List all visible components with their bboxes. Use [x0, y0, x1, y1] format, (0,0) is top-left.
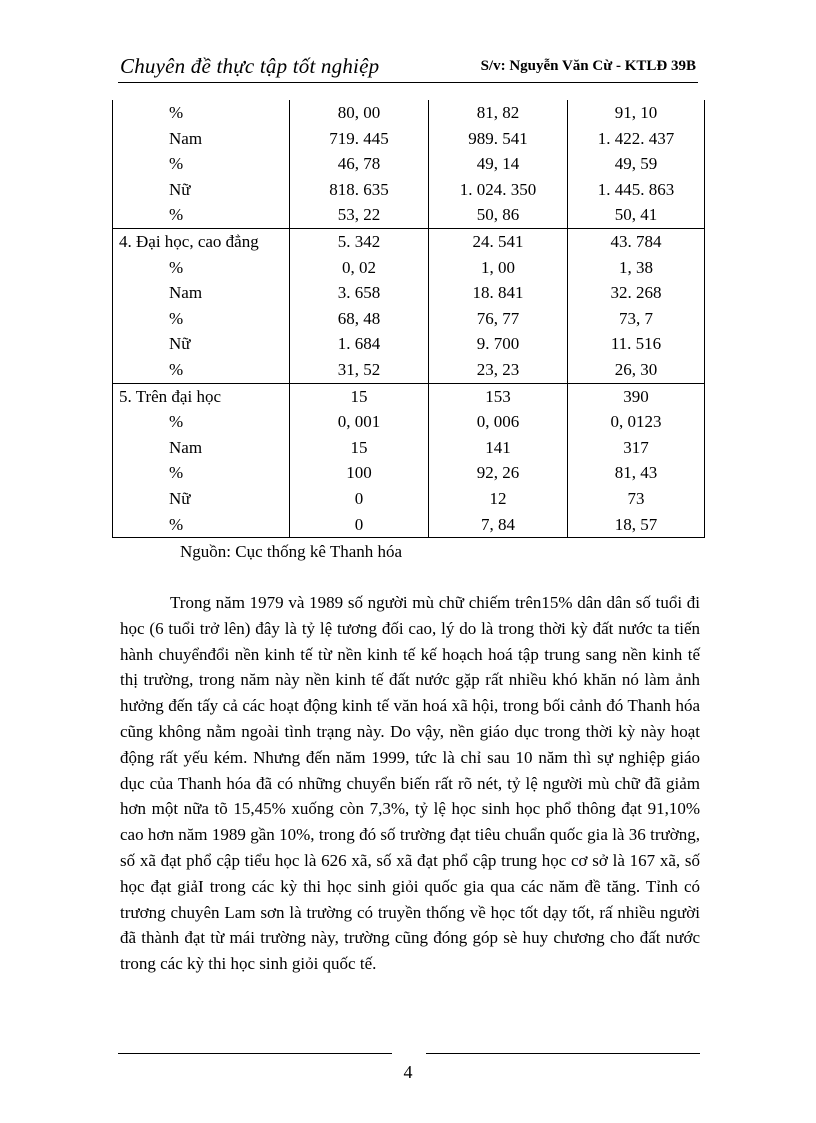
cell-value-1999: 43. 784 — [568, 228, 705, 254]
table-row — [113, 383, 705, 409]
cell-value-1999: 81, 43 — [568, 460, 705, 486]
source-note: Nguồn: Cục thống kê Thanh hóa — [180, 542, 403, 561]
cell-value-1989: 12 — [429, 486, 568, 512]
row-label: % — [113, 100, 290, 126]
cell-value-1989: 1, 00 — [429, 255, 568, 281]
table-row — [113, 255, 705, 281]
table-row — [113, 460, 705, 486]
cell-value-1999: 91, 10 — [568, 100, 705, 126]
cell-value-1979: 15 — [290, 383, 429, 409]
row-label: % — [113, 151, 290, 177]
cell-value-1989: 141 — [429, 435, 568, 461]
row-label: Nữ — [113, 486, 290, 512]
table-row — [113, 409, 705, 435]
row-label: % — [113, 255, 290, 281]
cell-value-1999: 50, 41 — [568, 202, 705, 228]
row-label: % — [113, 409, 290, 435]
cell-value-1999: 49, 59 — [568, 151, 705, 177]
cell-value-1979: 46, 78 — [290, 151, 429, 177]
cell-value-1989: 9. 700 — [429, 331, 568, 357]
cell-value-1979: 0, 001 — [290, 409, 429, 435]
table-row — [113, 126, 705, 152]
table-row — [113, 202, 705, 228]
body-text — [120, 590, 700, 977]
row-label: % — [113, 357, 290, 383]
table-row — [113, 177, 705, 203]
footer-rule-right — [426, 1053, 700, 1054]
cell-value-1999: 73, 7 — [568, 306, 705, 332]
table-row — [113, 435, 705, 461]
cell-value-1989: 23, 23 — [429, 357, 568, 383]
table-row — [113, 331, 705, 357]
cell-value-1979: 818. 635 — [290, 177, 429, 203]
row-label: Nam — [113, 280, 290, 306]
cell-value-1999: 1. 422. 437 — [568, 126, 705, 152]
statistics-table — [112, 100, 705, 538]
row-label: % — [113, 306, 290, 332]
cell-value-1999: 11. 516 — [568, 331, 705, 357]
table-row — [113, 512, 705, 538]
row-label: % — [113, 460, 290, 486]
cell-value-1999: 32. 268 — [568, 280, 705, 306]
cell-value-1989: 153 — [429, 383, 568, 409]
cell-value-1999: 73 — [568, 486, 705, 512]
table-row — [113, 100, 705, 126]
cell-value-1999: 0, 0123 — [568, 409, 705, 435]
statistics-table-body — [113, 100, 705, 538]
cell-value-1999: 317 — [568, 435, 705, 461]
cell-value-1989: 49, 14 — [429, 151, 568, 177]
cell-value-1979: 31, 52 — [290, 357, 429, 383]
cell-value-1979: 0 — [290, 512, 429, 538]
author-info: S/v: Nguyễn Văn Cừ - KTLĐ 39B — [480, 58, 696, 74]
table-row — [113, 280, 705, 306]
cell-value-1989: 7, 84 — [429, 512, 568, 538]
cell-value-1989: 18. 841 — [429, 280, 568, 306]
cell-value-1999: 1, 38 — [568, 255, 705, 281]
cell-value-1999: 26, 30 — [568, 357, 705, 383]
cell-value-1989: 50, 86 — [429, 202, 568, 228]
table-row — [113, 228, 705, 254]
table-row — [113, 306, 705, 332]
cell-value-1979: 80, 00 — [290, 100, 429, 126]
cell-value-1979: 3. 658 — [290, 280, 429, 306]
cell-value-1989: 92, 26 — [429, 460, 568, 486]
cell-value-1989: 24. 541 — [429, 228, 568, 254]
row-label: 5. Trên đại học — [113, 383, 290, 409]
cell-value-1979: 5. 342 — [290, 228, 429, 254]
body-paragraph: Trong năm 1979 và 1989 số người mù chữ chiếm trên15% dân dân số tuổi đi học (6 tuổi trở lên) đây là tỷ lệ tương đối cao, lý do là trong thời kỳ đất nước ta tiến hành chuyểnđổi nền kinh tế từ nền kinh tế kế hoạch hoá tập trung sang nền kinh tế thị trường, trong năm này nền kinh tế đất nước gặp rất nhiều khó khăn nó làm ảnh hưởng đến tấy cả các hoạt động kinh tế văn hoá xã hội, trong bối cảnh đó Thanh hóa cũng không nằm ngoài tình trạng này. Do vậy, nền giáo dục trong thời kỳ này hoạt động rất yếu kém. Nhưng đến năm 1999, tức là chỉ sau 10 năm thì sự nghiệp giáo dục của Thanh hóa đã có những chuyển biến rất rõ nét, tỷ lệ người mù chữ đã giảm hơn một nữa tõ 15,45% xuống còn 7,3%, tỷ lệ học sinh học phổ thông đạt 91,10% cao hơn năm 1989 gần 10%, trong đó số trường đạt tiêu chuẩn quốc gia là 36 trường, số xã đạt phổ cập tiểu học là 626 xã, số xã đạt phổ cập trung học cơ sở là 167 xã, số học đạt giảI trong các kỳ thi học sinh giỏi quốc gia qua các năm đề tăng. Tỉnh có trương chuyên Lam sơn là trường có truyền thống về học tốt dạy tốt, rấ nhiều người đã thành đạt từ mái trường này, trường cũng đóng góp sè huy chương cho đất nước trong các kỳ thi học sinh giỏi quốc tế. — [120, 593, 700, 974]
row-label: Nữ — [113, 177, 290, 203]
row-label: Nam — [113, 126, 290, 152]
cell-value-1979: 100 — [290, 460, 429, 486]
cell-value-1979: 15 — [290, 435, 429, 461]
cell-value-1979: 1. 684 — [290, 331, 429, 357]
table-row — [113, 357, 705, 383]
cell-value-1979: 0, 02 — [290, 255, 429, 281]
row-label: 4. Đại học, cao đẳng — [113, 228, 290, 254]
cell-value-1989: 76, 77 — [429, 306, 568, 332]
row-label: Nam — [113, 435, 290, 461]
table-row — [113, 151, 705, 177]
document-title: Chuyên đề thực tập tốt nghiệp — [120, 54, 380, 78]
cell-value-1989: 0, 006 — [429, 409, 568, 435]
page-number: 4 — [403, 1062, 413, 1082]
cell-value-1979: 53, 22 — [290, 202, 429, 228]
row-label: % — [113, 202, 290, 228]
cell-value-1989: 1. 024. 350 — [429, 177, 568, 203]
cell-value-1989: 989. 541 — [429, 126, 568, 152]
table-row — [113, 486, 705, 512]
cell-value-1999: 1. 445. 863 — [568, 177, 705, 203]
cell-value-1979: 719. 445 — [290, 126, 429, 152]
footer-rule-left — [118, 1053, 392, 1054]
cell-value-1979: 68, 48 — [290, 306, 429, 332]
row-label: Nữ — [113, 331, 290, 357]
row-label: % — [113, 512, 290, 538]
cell-value-1999: 390 — [568, 383, 705, 409]
page-header — [118, 52, 698, 83]
cell-value-1999: 18, 57 — [568, 512, 705, 538]
cell-value-1989: 81, 82 — [429, 100, 568, 126]
cell-value-1979: 0 — [290, 486, 429, 512]
